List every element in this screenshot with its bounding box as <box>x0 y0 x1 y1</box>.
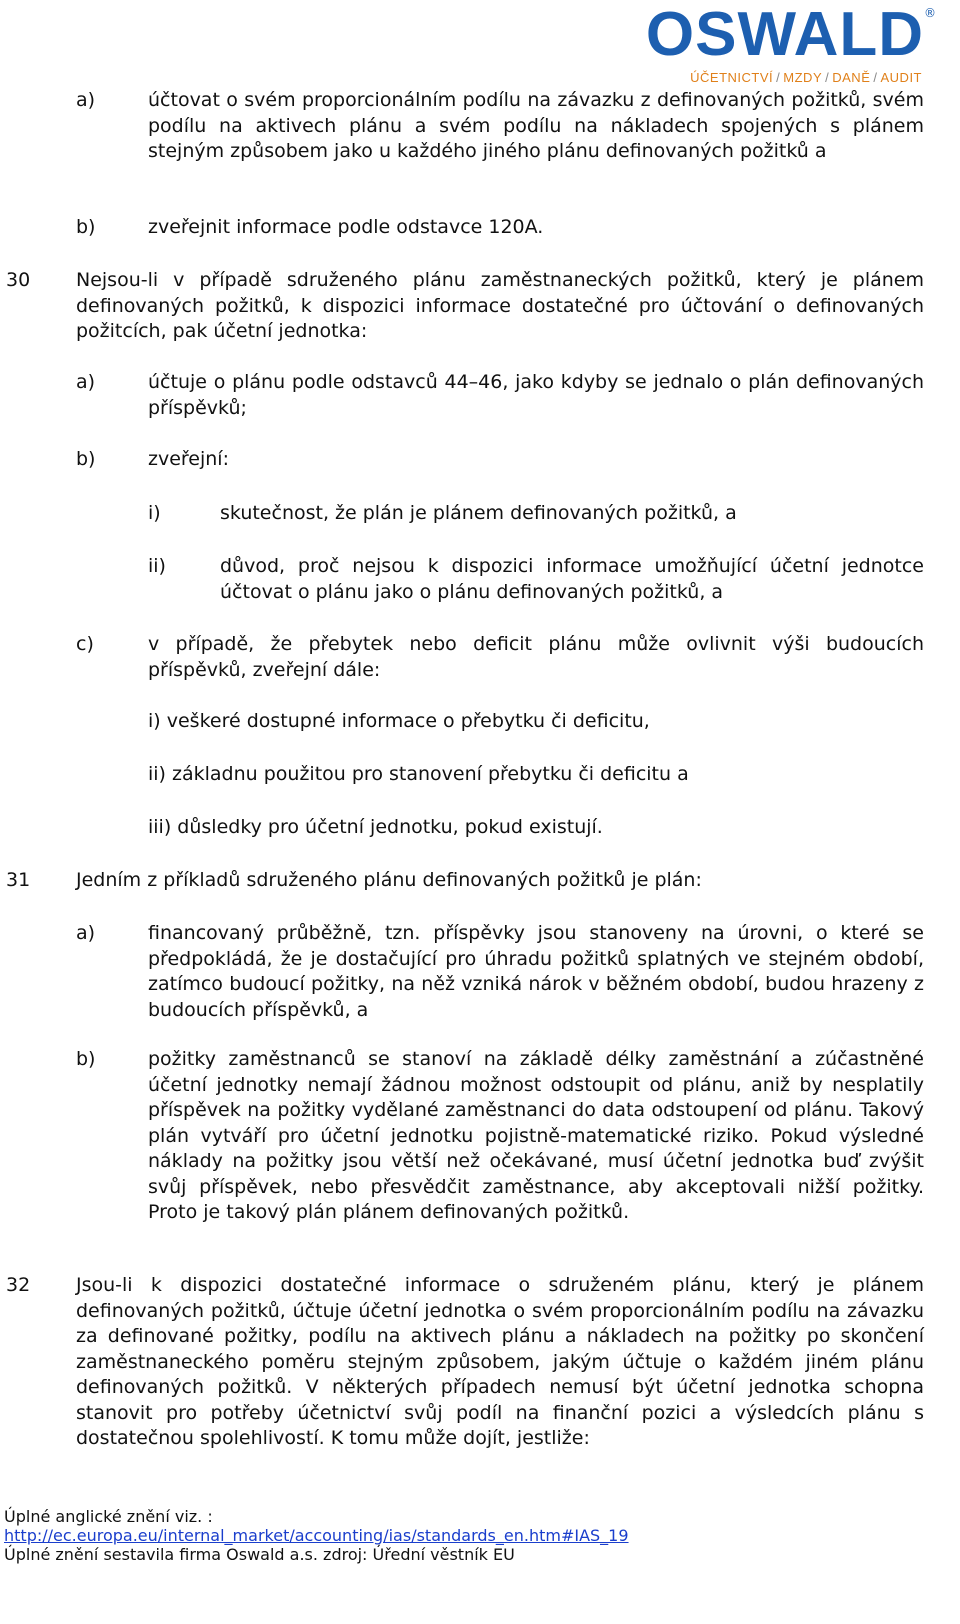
subitem-text: důvod, proč nejsou k dispozici informace umožňující účetní jednotce účtovat o plánu jako o plánu definovaných požitků, a <box>220 555 924 603</box>
paragraph-text: Jedním z příkladů sdruženého plánu definovaných požitků je plán: <box>76 869 702 891</box>
logo-registered-mark: ® <box>924 6 936 20</box>
item-text: zveřejnit informace podle odstavce 120A. <box>148 216 544 238</box>
footer-note: Úplné anglické znění viz. : <box>4 1507 213 1526</box>
item-text: financovaný průběžně, tzn. příspěvky jsou stanoveny na úrovni, o které se předpokládá, že je dostačující pro úhradu požitků splatných ve stejném období, zatímco budoucí požitky, na něž vzniká nárok v běžném období, budou hrazeny z budoucích příspěvků, a <box>148 922 924 1021</box>
item-label: a) <box>76 89 96 111</box>
item-label: a) <box>76 922 96 944</box>
item-text: účtuje o plánu podle odstavců 44–46, jako kdyby se jednalo o plán definovaných příspěvků; <box>148 371 924 419</box>
paragraph-number: 32 <box>6 1274 31 1296</box>
paragraph-text: Nejsou-li v případě sdruženého plánu zaměstnaneckých požitků, který je plánem definovaných požitků, k dispozici informace dostatečné pro účtování o definovaných požitcích, pak účetní jednotka: <box>76 269 924 342</box>
paragraph-text: Jsou-li k dispozici dostatečné informace o sdruženém plánu, který je plánem definovaných požitků, účtuje účetní jednotka o svém proporcionálním podílu na závazku za definované požitky, podílu na aktivech plánu a nákladech na požitky po skončení zaměstnaneckého poměru stejným způsobem, jakým účtuje o každém jiném plánu definovaných požitků. V některých případech nemusí být účetní jednotka schopna stanovit pro potřeby účetnictví svůj podíl na finanční pozici a výsledcích plánu s dostatečnou spolehlivostí. K tomu může dojít, jestliže: <box>76 1274 924 1449</box>
item-text: zveřejní: <box>148 448 229 470</box>
logo-tag-3: DANĚ <box>832 70 871 85</box>
paragraph-number: 31 <box>6 869 31 891</box>
oswald-logo <box>645 0 936 86</box>
logo-tag-1: ÚČETNICTVÍ <box>690 70 774 85</box>
logo-wordmark: OSWALD <box>645 0 924 69</box>
inline-subitem: iii) důsledky pro účetní jednotku, pokud existují. <box>148 816 603 838</box>
subitem-label: ii) <box>148 555 166 577</box>
item-label: b) <box>76 216 96 238</box>
footer-link-row <box>4 1526 629 1545</box>
paragraph-number: 30 <box>6 269 31 291</box>
item-text: v případě, že přebytek nebo deficit plánu může ovlivnit výši budoucích příspěvků, zveřejní dále: <box>148 633 924 681</box>
item-label: c) <box>76 633 94 655</box>
footer-source: Úplné znění sestavila firma Oswald a.s. zdroj: Úřední věstník EU <box>4 1545 515 1564</box>
item-label: a) <box>76 371 96 393</box>
item-label: b) <box>76 1048 96 1070</box>
logo-tag-4: AUDIT <box>880 70 922 85</box>
item-text: účtovat o svém proporcionálním podílu na závazku z definovaných požitků, svém podílu na aktivech plánu a svém podílu na nákladech spojených s plánem stejným způsobem jako u každého jiného plánu definovaných požitků a <box>148 89 924 162</box>
inline-subitem: ii) základnu použitou pro stanovení přebytku či deficitu a <box>148 763 689 785</box>
subitem-text: skutečnost, že plán je plánem definovaných požitků, a <box>220 502 737 524</box>
logo-tagline: ÚČETNICTVÍ / MZDY / DANĚ / AUDIT <box>690 70 922 85</box>
source-link[interactable]: http://ec.europa.eu/internal_market/accounting/ias/standards_en.htm#IAS_19 <box>4 1526 629 1545</box>
item-text: požitky zaměstnanců se stanoví na základě délky zaměstnání a zúčastněné účetní jednotky nemají žádnou možnost odstoupit od plánu, aniž by nesplatily příspěvek na požitky vydělané zaměstnanci do data odstoupení od plánu. Takový plán vytváří pro účetní jednotku pojistně-matematické riziko. Pokud výsledné náklady na požitky jsou větší než očekávané, musí účetní jednotka buď zvýšit svůj příspěvek, nebo přesvědčit zaměstnance, aby akceptovali nižší požitky. Proto je takový plán plánem definovaných požitků. <box>148 1048 924 1223</box>
inline-subitem: i) veškeré dostupné informace o přebytku či deficitu, <box>148 710 650 732</box>
item-label: b) <box>76 448 96 470</box>
logo-tag-2: MZDY <box>783 70 823 85</box>
subitem-label: i) <box>148 502 161 524</box>
